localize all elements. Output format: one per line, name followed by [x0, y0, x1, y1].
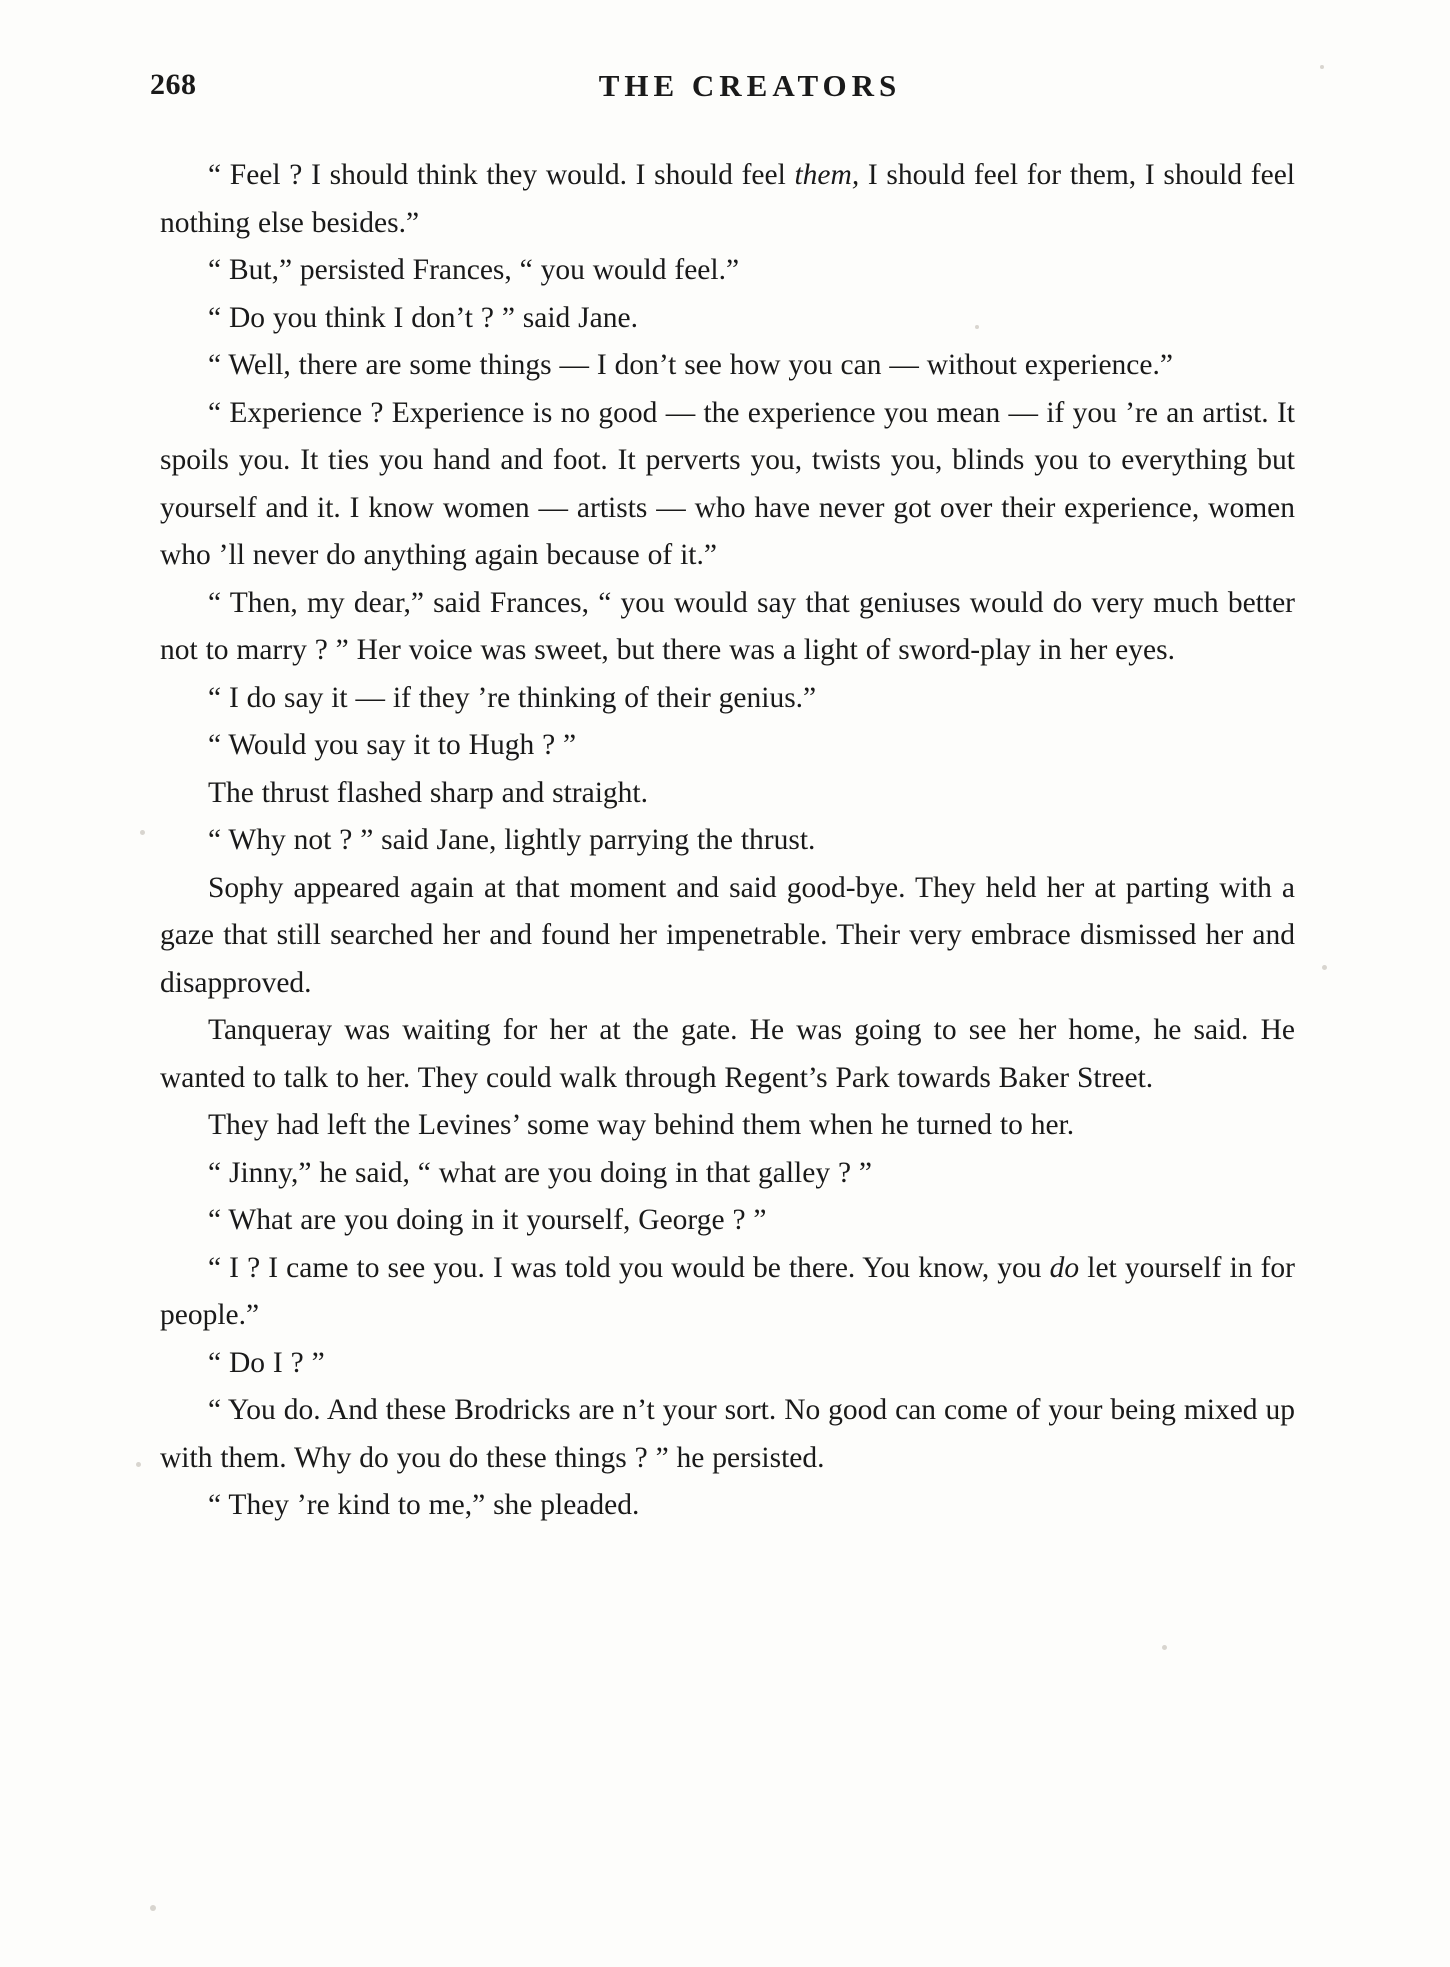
text-run: “ I ? I came to see you. I was told you would be there. You know, you: [208, 1251, 1050, 1284]
paragraph: [160, 770, 1295, 818]
text-run: “ But,” persisted Frances, “ you would feel.”: [208, 254, 740, 286]
scan-speck: [1320, 65, 1324, 69]
text-run: “ Why not ? ” said Jane, lightly parrying the thrust.: [208, 824, 816, 856]
text-run: “ Do you think I don’t ? ” said Jane.: [208, 301, 638, 334]
paragraph: [160, 722, 1295, 770]
text-run: “ Then, my dear,” said Frances, “ you would say that geniuses would do very much better not to marry ? ” Her voice was sweet, but there was a light of sword-play in her eyes.: [160, 586, 1295, 666]
paragraph: [160, 1482, 1295, 1530]
scan-speck: [975, 325, 979, 329]
page-number: 268: [150, 68, 197, 101]
paragraph: [160, 580, 1295, 675]
paragraph: [160, 1102, 1295, 1150]
paragraph: [160, 342, 1295, 390]
paragraph: [160, 152, 1295, 247]
scan-speck: [1322, 965, 1327, 970]
page-header: [150, 68, 1310, 114]
paragraph: [160, 865, 1295, 1008]
scan-speck: [140, 830, 145, 835]
paragraph: [160, 1007, 1295, 1102]
text-run: “ Do I ? ”: [208, 1346, 325, 1379]
paragraph: [160, 1340, 1295, 1388]
text-run: “ Jinny,” he said, “ what are you doing in that galley ? ”: [208, 1156, 873, 1189]
text-run: “ I do say it — if they ’re thinking of their genius.”: [208, 681, 817, 714]
paragraph: [160, 1245, 1295, 1340]
text-run: “ What are you doing in it yourself, George ? ”: [208, 1204, 767, 1236]
text-run: let yourself in for people.”: [160, 1251, 1295, 1331]
scan-speck: [1162, 1645, 1167, 1650]
running-title: THE CREATORS: [598, 68, 902, 103]
text-run: “ You do. And these Brodricks are n’t your sort. No good can come of your being mixed up with them. Why do you do these things ? ” he persisted.: [160, 1394, 1295, 1474]
paragraph: [160, 390, 1295, 580]
paragraph: [160, 1197, 1295, 1245]
paragraph: [160, 675, 1295, 723]
paragraph: [160, 817, 1295, 865]
emphasized-text: do: [1049, 1251, 1080, 1284]
paragraph: [160, 247, 1295, 295]
text-run: They had left the Levines’ some way behind them when he turned to her.: [208, 1109, 1075, 1141]
scan-speck: [136, 1462, 141, 1467]
text-run: “ Well, there are some things — I don’t see how you can — without experience.”: [208, 349, 1173, 381]
text-run: Sophy appeared again at that moment and said good-bye. They held her at parting with a gaze that still searched her and found her impenetrable. Their very embrace dismissed her and disapproved.: [160, 871, 1295, 999]
text-run: I should feel for them, I should feel nothing else besides.”: [160, 159, 1295, 239]
text-run: The thrust flashed sharp and straight.: [208, 776, 648, 809]
scan-speck: [150, 1905, 156, 1911]
text-run: “ Feel ? I should think they would. I should feel: [208, 159, 795, 191]
text-run: “ Would you say it to Hugh ? ”: [208, 729, 577, 761]
emphasized-text: them,: [794, 159, 860, 191]
paragraph: [160, 295, 1295, 343]
paragraph: [160, 1150, 1295, 1198]
text-run: “ They ’re kind to me,” she pleaded.: [208, 1489, 640, 1521]
text-run: Tanqueray was waiting for her at the gate. He was going to see her home, he said. He wanted to talk to her. They could walk through Regent’s Park towards Baker Street.: [160, 1014, 1295, 1094]
paragraph: [160, 1387, 1295, 1482]
text-run: “ Experience ? Experience is no good — the experience you mean — if you ’re an artist. It spoils you. It ties you hand and foot. It perverts you, twists you, blinds you to everything but yourself and it. I know women — artists — who have never got over their experience, women who ’ll never do anything again because of it.”: [160, 396, 1295, 571]
body-text: [160, 152, 1295, 1530]
